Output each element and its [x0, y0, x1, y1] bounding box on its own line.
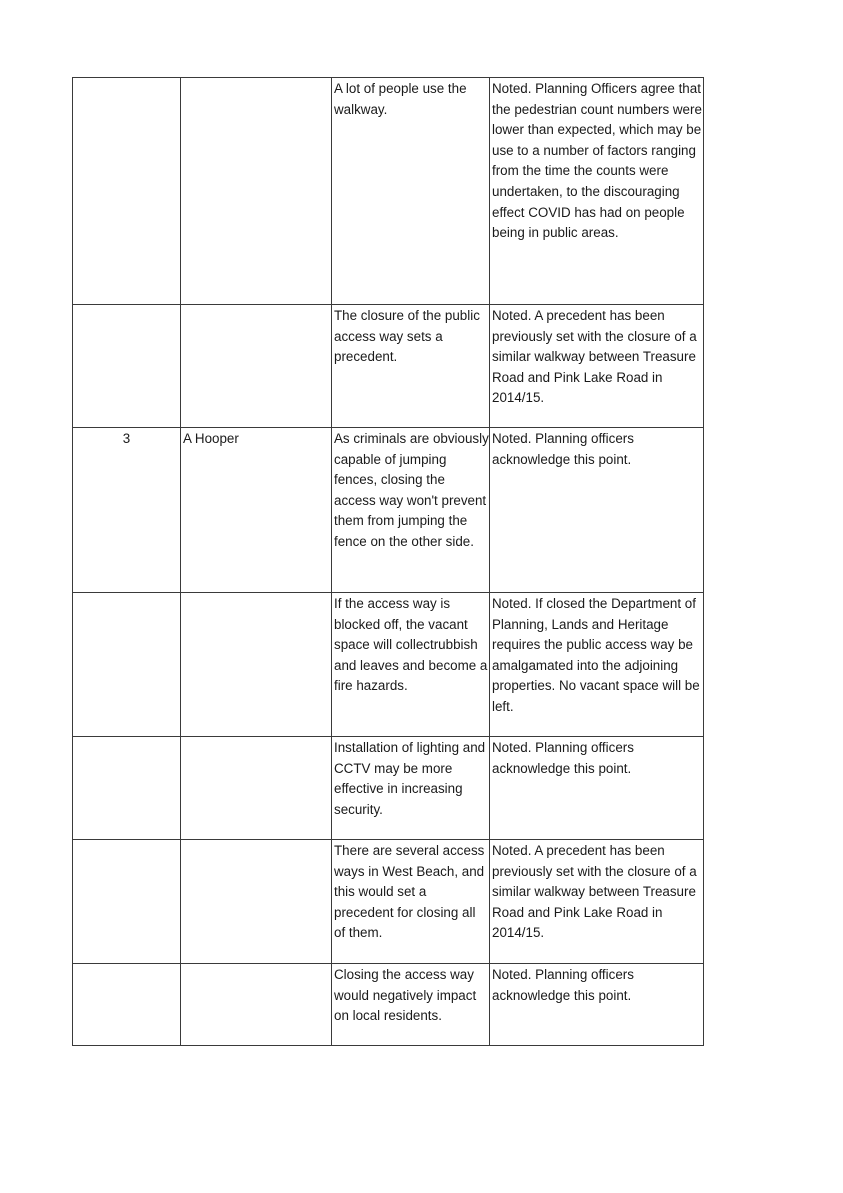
- table-row: [73, 305, 704, 428]
- comment-cell: The closure of the public access way sets a precedent.: [332, 305, 490, 428]
- submission-number-cell: [73, 593, 181, 737]
- comment-cell: As criminals are obviously capable of jumping fences, closing the access way won't prevent them from jumping the fence on the other side.: [332, 428, 490, 593]
- submission-number-cell: [73, 305, 181, 428]
- submitter-name-cell: [181, 593, 332, 737]
- comment-cell: Closing the access way would negatively impact on local residents.: [332, 964, 490, 1046]
- table-row: [73, 78, 704, 305]
- submission-number-cell: [73, 737, 181, 840]
- submitter-name-cell: A Hooper: [181, 428, 332, 593]
- table-row: [73, 964, 704, 1046]
- table-row: [73, 428, 704, 593]
- submission-number-cell: 3: [73, 428, 181, 593]
- comment-cell: A lot of people use the walkway.: [332, 78, 490, 305]
- submission-number-cell: [73, 78, 181, 305]
- comment-cell: Installation of lighting and CCTV may be more effective in increasing security.: [332, 737, 490, 840]
- submitter-name-cell: [181, 305, 332, 428]
- response-cell: Noted. Planning officers acknowledge this point.: [490, 964, 704, 1046]
- table-row: [73, 737, 704, 840]
- response-cell: Noted. Planning Officers agree that the pedestrian count numbers were lower than expected, which may be use to a number of factors ranging from the time the counts were undertaken, to the discouraging effect COVID has had on people being in public areas.: [490, 78, 704, 305]
- submission-number-cell: [73, 964, 181, 1046]
- submitter-name-cell: [181, 78, 332, 305]
- response-cell: Noted. Planning officers acknowledge this point.: [490, 428, 704, 593]
- comment-cell: If the access way is blocked off, the vacant space will collectrubbish and leaves and become a fire hazards.: [332, 593, 490, 737]
- table-row: [73, 840, 704, 964]
- submitter-name-cell: [181, 840, 332, 964]
- submitter-name-cell: [181, 737, 332, 840]
- submissions-table: [72, 77, 704, 1046]
- table-row: [73, 593, 704, 737]
- submission-number-cell: [73, 840, 181, 964]
- response-cell: Noted. A precedent has been previously set with the closure of a similar walkway between Treasure Road and Pink Lake Road in 2014/15.: [490, 840, 704, 964]
- comment-cell: There are several access ways in West Beach, and this would set a precedent for closing all of them.: [332, 840, 490, 964]
- response-cell: Noted. Planning officers acknowledge this point.: [490, 737, 704, 840]
- response-cell: Noted. If closed the Department of Planning, Lands and Heritage requires the public access way be amalgamated into the adjoining properties. No vacant space will be left.: [490, 593, 704, 737]
- submitter-name-cell: [181, 964, 332, 1046]
- response-cell: Noted. A precedent has been previously set with the closure of a similar walkway between Treasure Road and Pink Lake Road in 2014/15.: [490, 305, 704, 428]
